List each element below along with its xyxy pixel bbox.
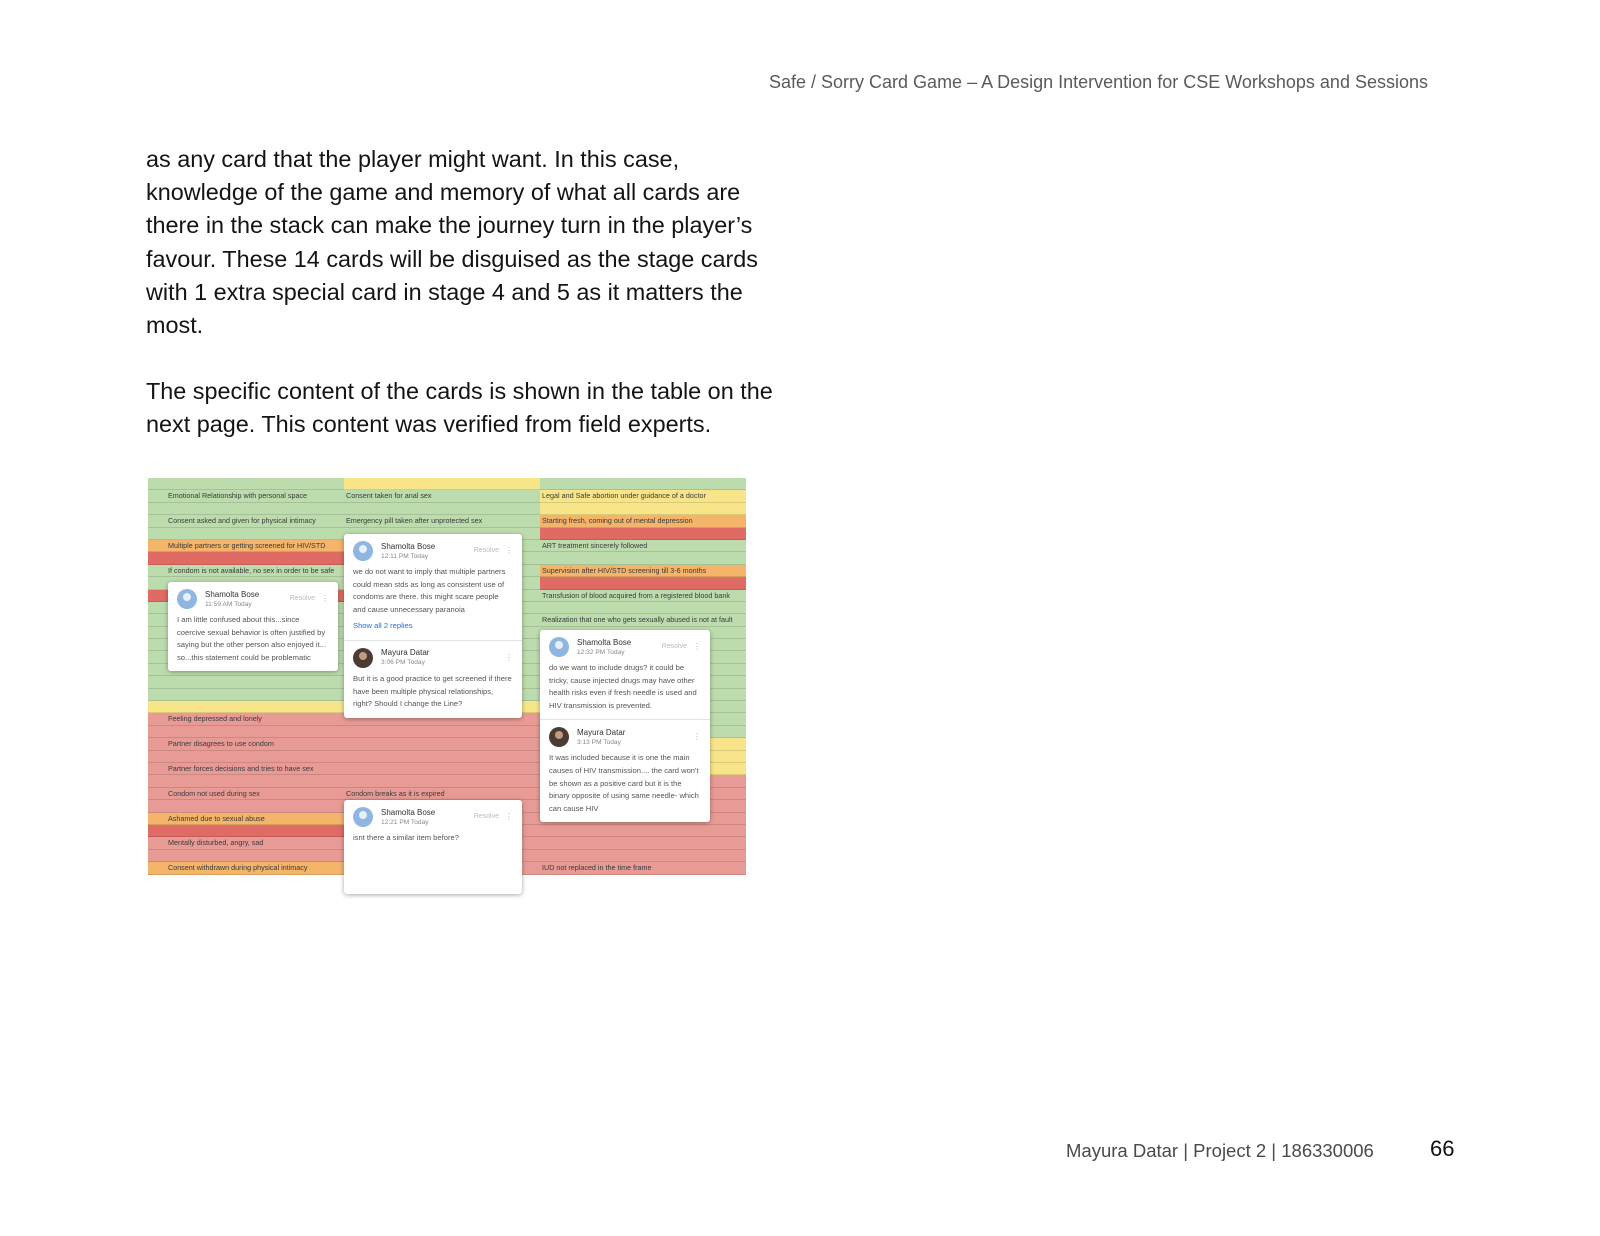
table-cell: Condom breaks as it is expired: [344, 788, 540, 800]
reply-header: [549, 727, 701, 747]
comment-time: 12:11 PM Today: [381, 552, 429, 560]
resolve-button[interactable]: Resolve: [289, 594, 315, 602]
comment-time: 11:59 AM Today: [205, 600, 252, 608]
reply-header: [353, 648, 513, 668]
comment-text: we do not want to imply that multiple partners could mean stds as long as consistent use of condoms are there. this might scare people and cause unnecessary paranoia: [353, 567, 506, 614]
table-cell: Partner forces decisions and tries to have sex: [148, 763, 344, 775]
table-cell: [148, 689, 344, 701]
reply-text: It was included because it is one the main causes of HIV transmission.... the card won't be shown as a positive card but it is the binary opposite of using same needle- which can cause HIV: [549, 753, 699, 813]
divider: [344, 640, 522, 641]
divider: [540, 719, 710, 720]
comment-text: I am little confused about this...since coercive sexual behavior is often justified by saying but the other person also enjoyed it... so...this statement could be problematic: [177, 615, 327, 662]
table-cell: [344, 503, 540, 515]
table-cell: [148, 701, 344, 713]
table-cell: [540, 850, 746, 862]
comment-card: [344, 534, 522, 718]
comment-text: isnt there a similar item before?: [353, 833, 459, 842]
comment-card: [540, 630, 710, 822]
table-cell: [148, 478, 344, 490]
resolve-button[interactable]: Resolve: [473, 546, 499, 554]
table-cell: [148, 552, 344, 564]
table-cell: [148, 751, 344, 763]
table-cell: [148, 676, 344, 688]
comment-time: 12:32 PM Today: [577, 648, 625, 656]
reply-author: Mayura Datar: [381, 648, 430, 658]
table-cell: Mentally disturbed, angry, sad: [148, 837, 344, 849]
more-options-icon[interactable]: ⋮: [693, 641, 701, 651]
table-cell: [344, 763, 540, 775]
table-cell: [344, 726, 540, 738]
comment-author: Shamolta Bose: [381, 541, 436, 551]
resolve-button[interactable]: Resolve: [473, 812, 499, 820]
avatar: [549, 637, 569, 657]
reply-text: But it is a good practice to get screened if there have been multiple physical relationships, right? Should I change the Line?: [353, 673, 512, 709]
table-cell: Transfusion of blood acquired from a registered blood bank: [540, 590, 746, 602]
body-text: [146, 143, 786, 442]
table-cell: Legal and Safe abortion under guidance of a doctor: [540, 490, 746, 502]
table-cell: Partner disagrees to use condom: [148, 738, 344, 750]
comment-header: [549, 637, 701, 657]
comment-header: [353, 541, 513, 561]
comment-author: Shamolta Bose: [381, 807, 436, 817]
more-options-icon[interactable]: ⋮: [321, 593, 329, 603]
table-cell: Supervision after HIV/STD screening till 3-6 months: [540, 565, 746, 577]
reply-author: Mayura Datar: [577, 727, 626, 737]
table-cell: [148, 775, 344, 787]
avatar: [353, 648, 373, 668]
comment-time: 12:21 PM Today: [381, 818, 429, 826]
table-cell: Feeling depressed and lonely: [148, 713, 344, 725]
table-cell: [344, 751, 540, 763]
more-options-icon[interactable]: ⋮: [505, 652, 513, 662]
more-options-icon[interactable]: ⋮: [505, 811, 513, 821]
table-cell: [344, 478, 540, 490]
table-cell: Realization that one who gets sexually abused is not at fault: [540, 614, 746, 626]
avatar: [549, 727, 569, 747]
reply-time: 3:13 PM Today: [577, 738, 621, 746]
comment-header: [177, 589, 329, 609]
avatar: [353, 807, 373, 827]
running-header: Safe / Sorry Card Game – A Design Intervention for CSE Workshops and Sessions: [769, 72, 1428, 92]
comment-card: [168, 582, 338, 671]
table-cell: [344, 775, 540, 787]
avatar: [177, 589, 197, 609]
comment-author: Shamolta Bose: [205, 589, 260, 599]
table-cell: ART treatment sincerely followed: [540, 540, 746, 552]
table-cell: [344, 738, 540, 750]
table-cell: [540, 602, 746, 614]
table-cell: [148, 825, 344, 837]
table-cell: [148, 850, 344, 862]
comment-header: [353, 807, 513, 827]
table-cell: [148, 726, 344, 738]
table-cell: Starting fresh, coming out of mental depression: [540, 515, 746, 527]
table-cell: [540, 552, 746, 564]
table-cell: Ashamed due to sexual abuse: [148, 813, 344, 825]
table-cell: [540, 825, 746, 837]
page-number: 66: [1430, 1136, 1455, 1161]
table-cell: IUD not replaced in the time frame: [540, 862, 746, 874]
show-replies-link[interactable]: Show all 2 replies: [353, 621, 413, 631]
avatar: [353, 541, 373, 561]
paragraph: as any card that the player might want. In this case, knowledge of the game and memory of what all cards are there in the stack can make the journey turn in the player’s favour. These 14 cards will be disguised as the stage cards with 1 extra special card in stage 4 and 5 as it matters the most.: [146, 146, 758, 339]
table-cell: [148, 800, 344, 812]
table-cell: [148, 503, 344, 515]
comment-card: [344, 800, 522, 894]
more-options-icon[interactable]: ⋮: [505, 545, 513, 555]
table-cell: Consent asked and given for physical intimacy: [148, 515, 344, 527]
table-cell: [540, 528, 746, 540]
table-cell: Consent taken for anal sex: [344, 490, 540, 502]
resolve-button[interactable]: Resolve: [661, 642, 687, 650]
more-options-icon[interactable]: ⋮: [693, 732, 701, 742]
reply-time: 3:06 PM Today: [381, 659, 425, 667]
table-cell: Emergency pill taken after unprotected sex: [344, 515, 540, 527]
table-cell: Condom not used during sex: [148, 788, 344, 800]
table-cell: If condom is not available, no sex in order to be safe: [148, 565, 344, 577]
paragraph: The specific content of the cards is shown in the table on the next page. This content was verified from field experts.: [146, 378, 773, 438]
comment-author: Shamolta Bose: [577, 637, 632, 647]
table-cell: [540, 478, 746, 490]
table-cell: [540, 503, 746, 515]
comment-text: do we want to include drugs? it could be tricky, cause injected drugs may have other health risks even if fresh needle is used and HIV transmission is prevented.: [549, 663, 697, 710]
table-cell: Multiple partners or getting screened for HIV/STD: [148, 540, 344, 552]
table-cell: [148, 528, 344, 540]
table-cell: Emotional Relationship with personal space: [148, 490, 344, 502]
table-cell: [540, 577, 746, 589]
footer-credit: Mayura Datar | Project 2 | 186330006: [1066, 1140, 1374, 1161]
table-cell: Consent withdrawn during physical intimacy: [148, 862, 344, 874]
table-cell: [540, 837, 746, 849]
spreadsheet-screenshot: [148, 478, 746, 873]
